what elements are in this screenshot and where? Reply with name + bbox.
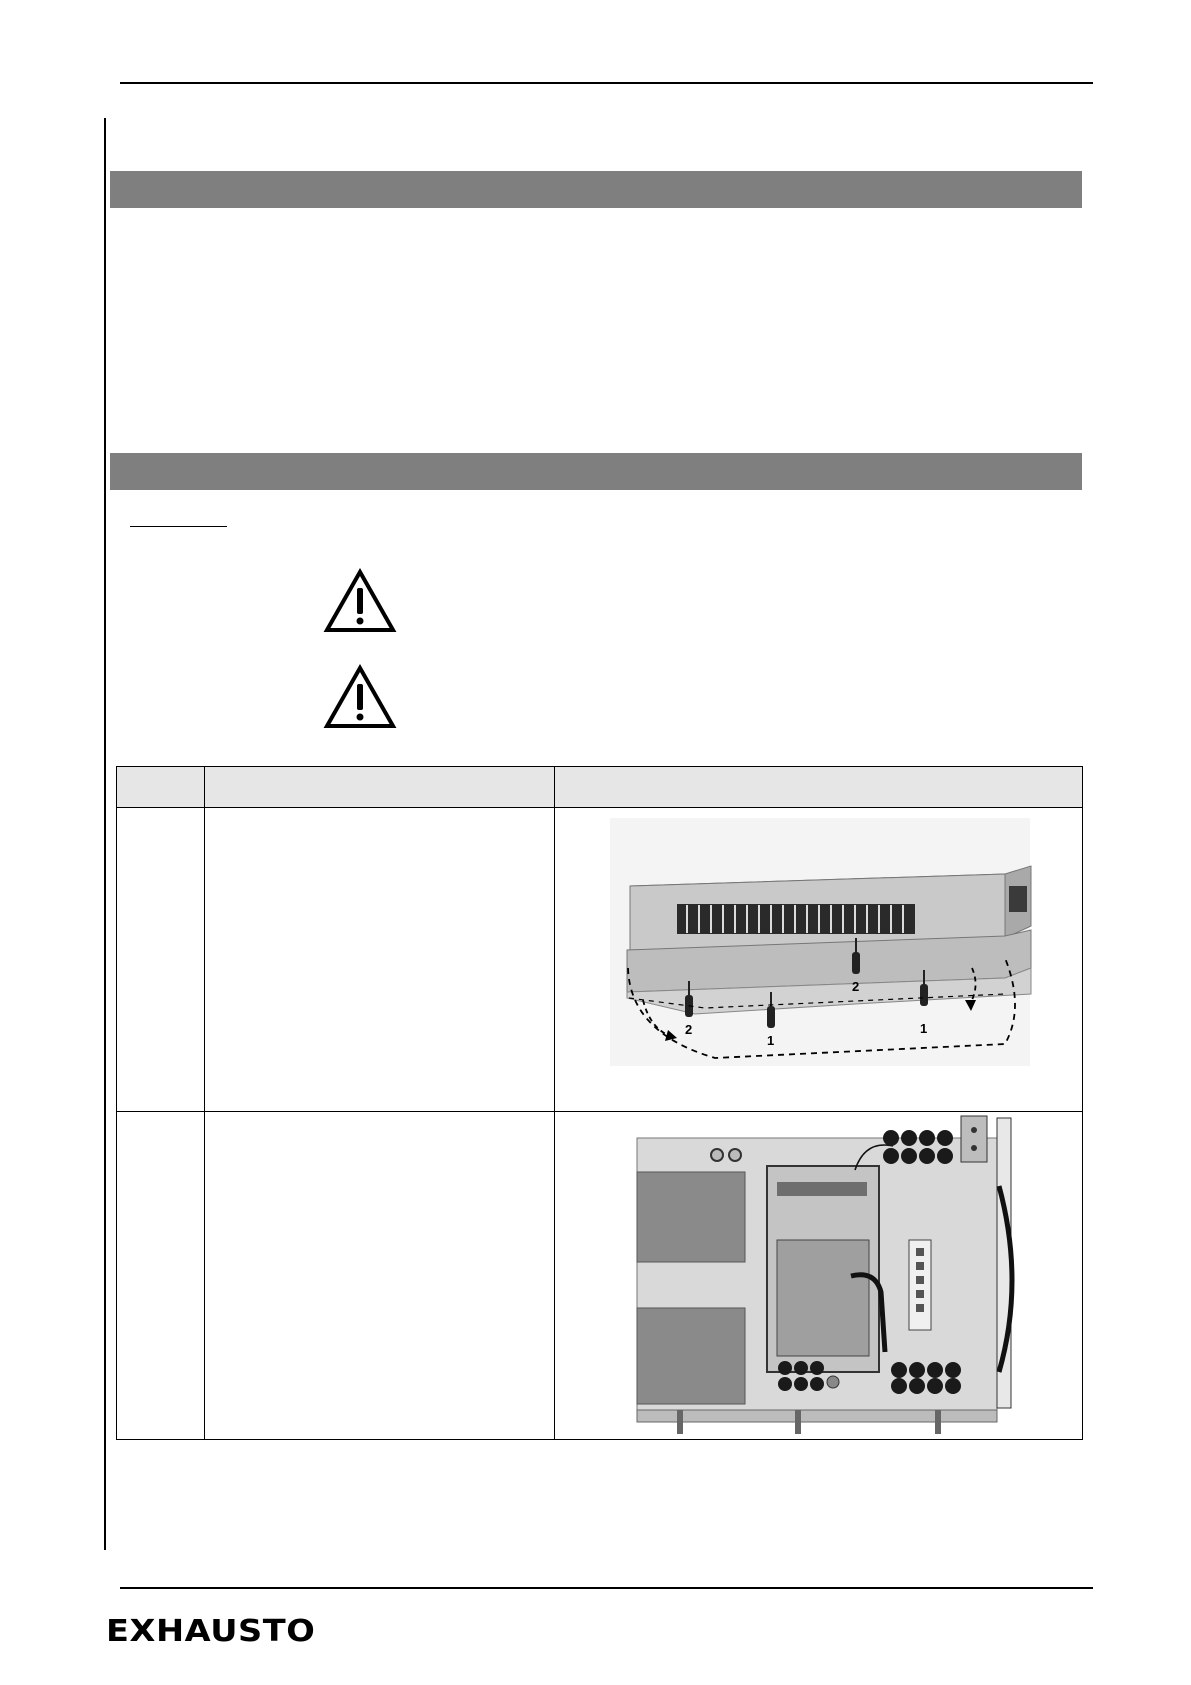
control-panel-illustration bbox=[555, 1112, 1081, 1439]
section-heading-bar-1 bbox=[110, 171, 1082, 208]
action-cell bbox=[205, 808, 555, 1112]
action-cell bbox=[205, 1112, 555, 1440]
warning-icon bbox=[323, 664, 397, 730]
table-row bbox=[117, 808, 1083, 1112]
step-cell bbox=[117, 1112, 205, 1440]
subheading-underline bbox=[130, 526, 227, 527]
air-grille bbox=[677, 904, 915, 934]
table-row bbox=[117, 1112, 1083, 1440]
table-header-row bbox=[117, 767, 1083, 808]
illustration-cell bbox=[555, 808, 1083, 1112]
section-heading-bar-2 bbox=[110, 453, 1082, 490]
header-cell-step bbox=[117, 767, 205, 808]
callout-label: 2 bbox=[852, 979, 860, 994]
warning-icon bbox=[323, 568, 397, 634]
header-cell-action bbox=[205, 767, 555, 808]
procedure-table bbox=[116, 766, 1083, 1440]
illustration-cell bbox=[555, 1112, 1083, 1440]
brand-logo: EXHAUSTO bbox=[106, 1614, 316, 1649]
change-bar bbox=[104, 118, 106, 1550]
header-rule bbox=[120, 82, 1093, 84]
callout-label: 1 bbox=[920, 1021, 928, 1036]
footer-rule bbox=[120, 1587, 1093, 1589]
callout-label: 1 bbox=[767, 1033, 775, 1048]
step-cell bbox=[117, 808, 205, 1112]
callout-label: 2 bbox=[685, 1022, 693, 1037]
header-cell-illustration bbox=[555, 767, 1083, 808]
unit-cover-removal-illustration bbox=[555, 808, 1081, 1111]
